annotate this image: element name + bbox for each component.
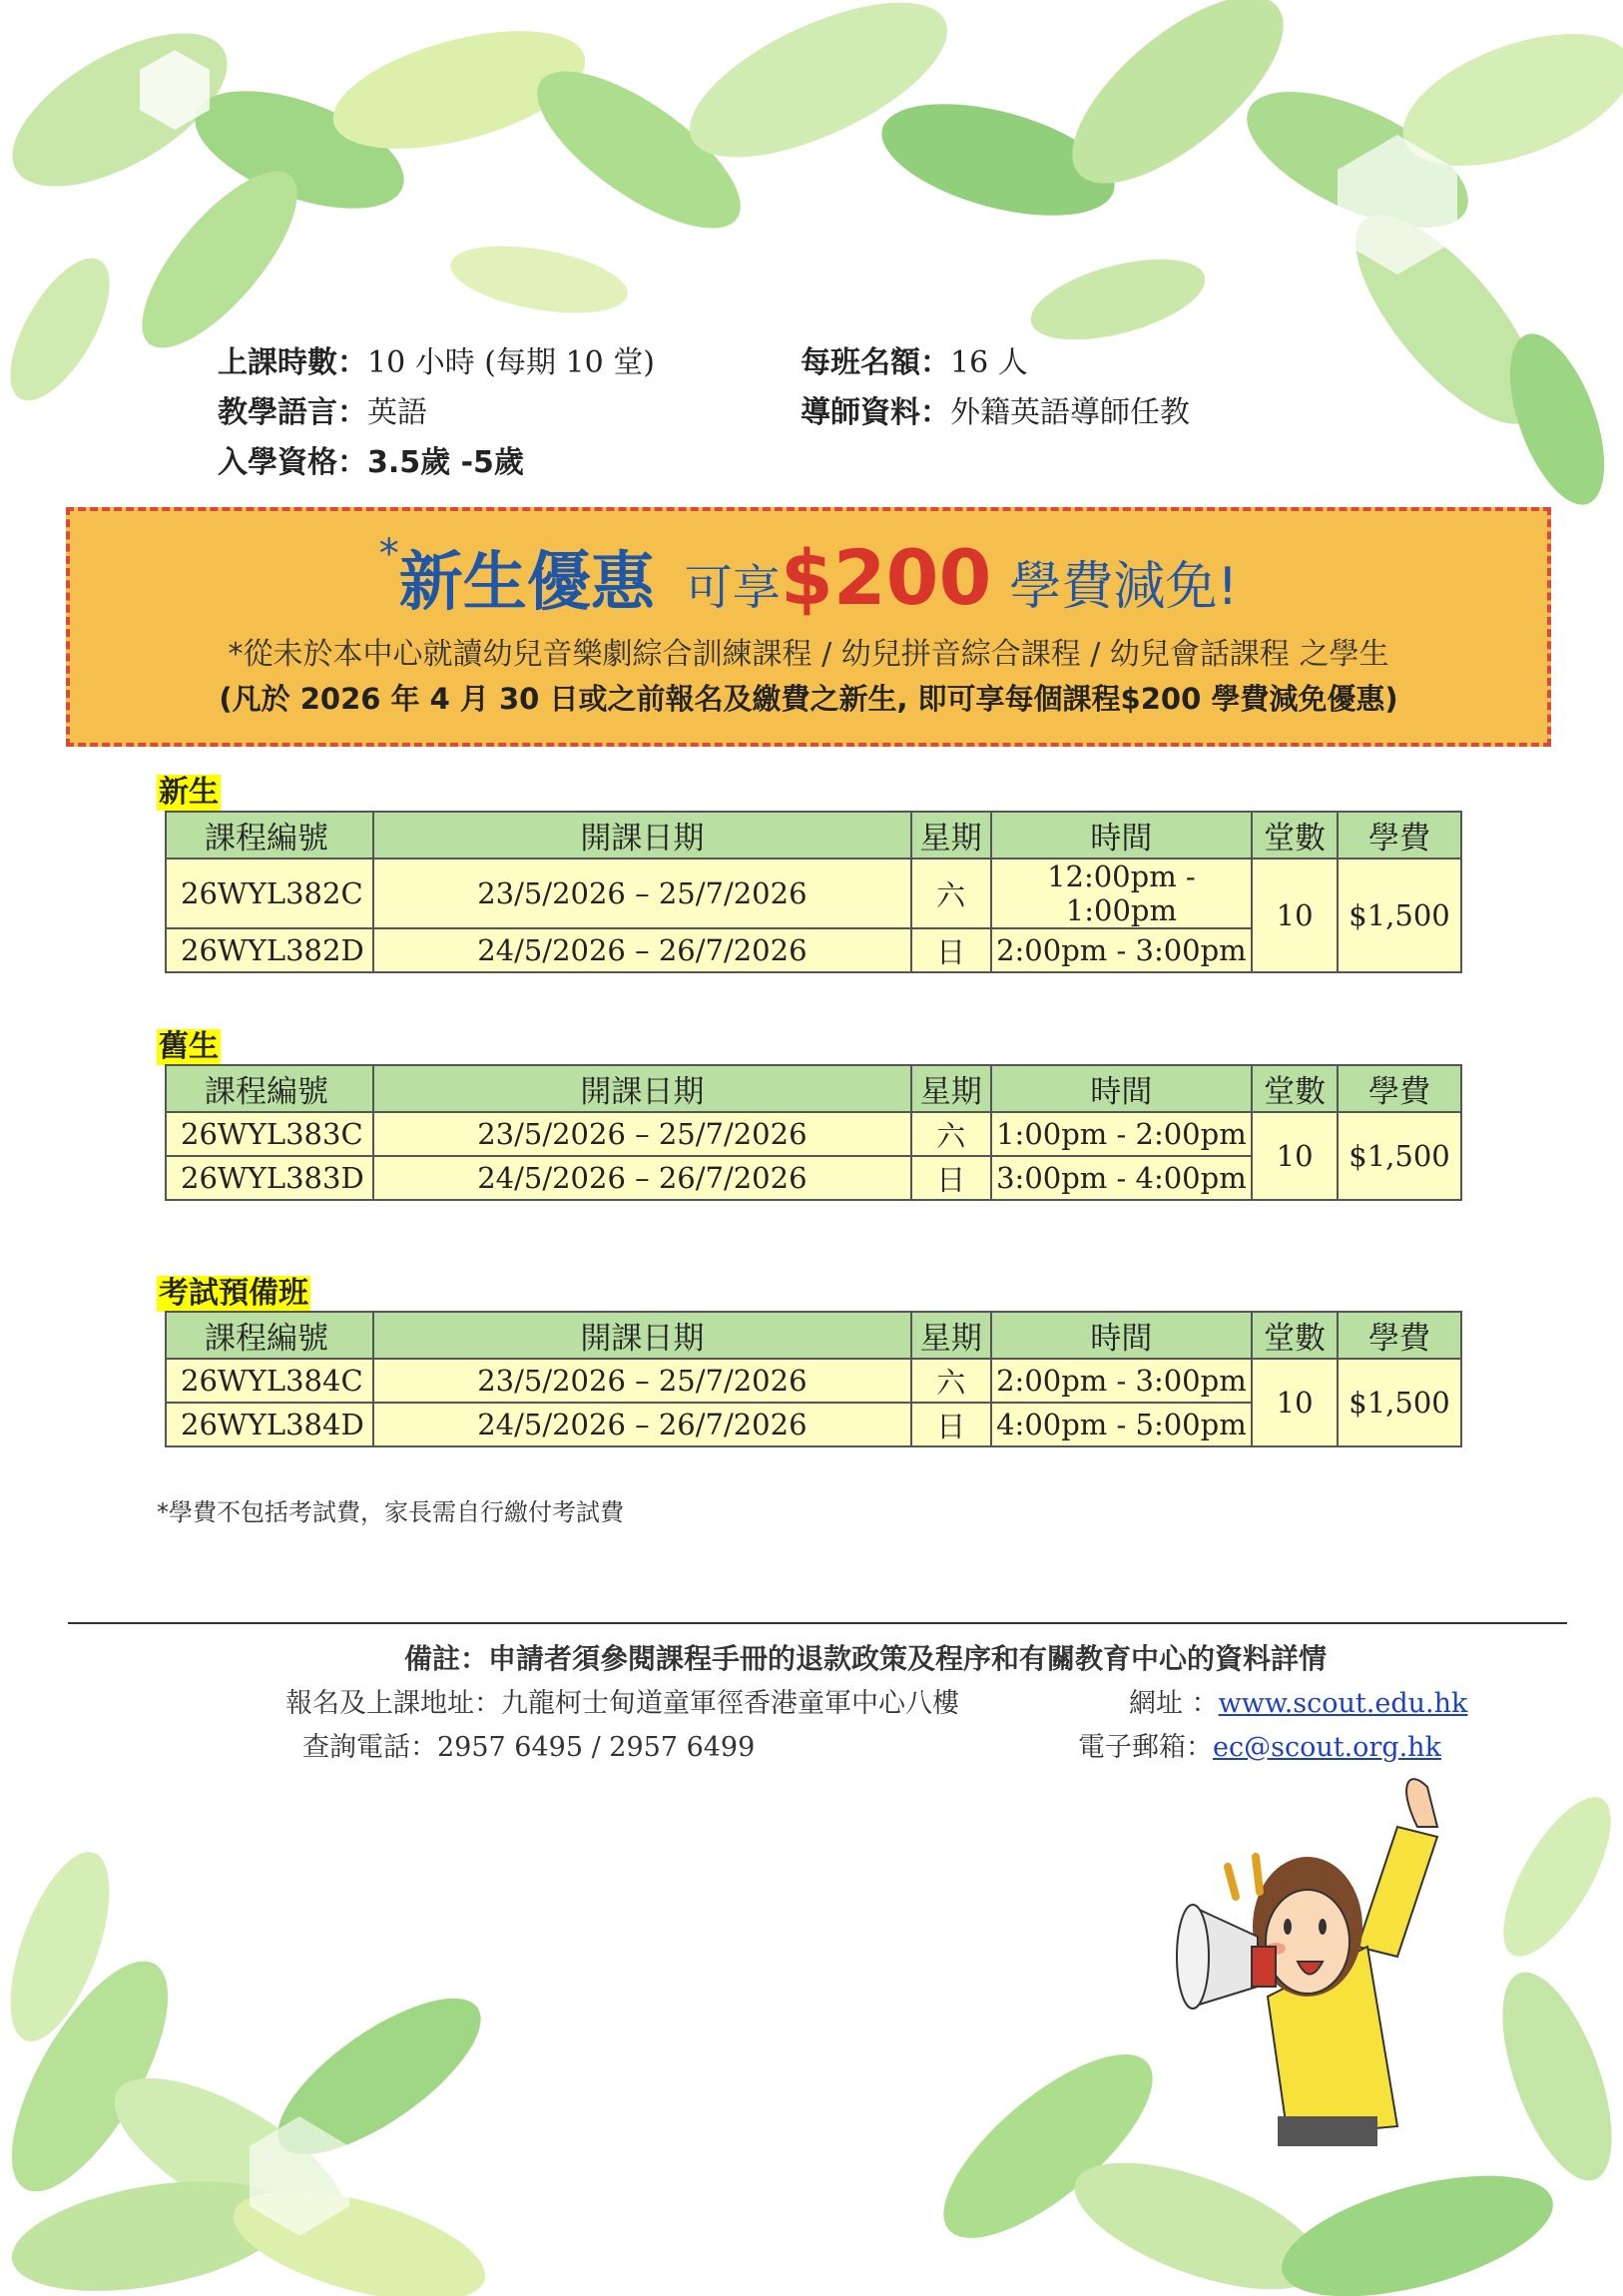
course-weekday: 六 — [911, 1359, 991, 1403]
course-time: 1:00pm - 2:00pm — [991, 1112, 1253, 1156]
course-fee: $1,500 — [1338, 1112, 1461, 1200]
course-date: 24/5/2026 – 26/7/2026 — [373, 928, 911, 972]
promo-star: * — [378, 531, 399, 577]
promo-enjoy: 可享 — [684, 560, 781, 616]
course-table-exam-prep — [165, 1311, 1462, 1447]
language-value: 英語 — [367, 395, 427, 430]
course-code: 26WYL383D — [166, 1156, 373, 1200]
header-lessons: 堂數 — [1252, 812, 1338, 859]
header-lessons: 堂數 — [1252, 1312, 1338, 1359]
promo-headline — [70, 531, 1547, 623]
header-fee: 學費 — [1338, 812, 1461, 859]
footer-email — [1078, 1725, 1441, 1764]
table-row — [166, 859, 1461, 928]
class-size-info — [801, 337, 1028, 381]
address-value: 九龍柯士甸道童軍徑香港童軍中心八樓 — [501, 1688, 959, 1719]
course-fee: $1,500 — [1338, 859, 1461, 972]
header-weekday: 星期 — [911, 1065, 991, 1112]
address-label: 報名及上課地址： — [285, 1688, 501, 1719]
course-weekday: 日 — [911, 928, 991, 972]
section-label-exam-prep: 考試預備班 — [159, 1276, 308, 1311]
course-lessons: 10 — [1252, 1359, 1338, 1446]
course-code: 26WYL383C — [166, 1112, 373, 1156]
footer-remark: 備註：申請者須參閱課程手冊的退款政策及程序和有關教育中心的資料詳情 — [404, 1642, 1328, 1675]
tutor-label: 導師資料： — [801, 395, 950, 430]
course-code: 26WYL384C — [166, 1359, 373, 1403]
phone-value: 2957 6495 / 2957 6499 — [437, 1732, 756, 1763]
course-date: 24/5/2026 – 26/7/2026 — [373, 1156, 911, 1200]
promo-condition: (凡於 2026 年 4 月 30 日或之前報名及繳費之新生, 即可享每個課程$200 學費減免優惠) — [219, 682, 1398, 716]
hours-info — [218, 337, 655, 381]
course-weekday: 日 — [911, 1156, 991, 1200]
course-lessons: 10 — [1252, 859, 1338, 972]
header-time: 時間 — [991, 812, 1253, 859]
course-code: 26WYL384D — [166, 1403, 373, 1446]
course-time: 12:00pm - 1:00pm — [991, 859, 1253, 928]
table-header-row — [166, 1065, 1461, 1112]
promo-title: 新生優惠 — [398, 546, 655, 620]
course-weekday: 日 — [911, 1403, 991, 1446]
header-code: 課程編號 — [166, 1312, 373, 1359]
hours-label: 上課時數： — [218, 345, 367, 380]
header-weekday: 星期 — [911, 812, 991, 859]
table-header-row — [166, 1312, 1461, 1359]
section-label-returning: 舊生 — [159, 1029, 219, 1064]
tutor-value: 外籍英語導師任教 — [950, 395, 1190, 430]
header-code: 課程編號 — [166, 812, 373, 859]
eligibility-info — [218, 437, 524, 481]
course-weekday: 六 — [911, 859, 991, 928]
header-fee: 學費 — [1338, 1312, 1461, 1359]
course-code: 26WYL382C — [166, 859, 373, 928]
language-label: 教學語言： — [218, 395, 367, 430]
eligibility-label: 入學資格： — [218, 445, 367, 480]
table-row — [166, 1359, 1461, 1403]
header-date: 開課日期 — [373, 1065, 911, 1112]
course-code: 26WYL382D — [166, 928, 373, 972]
header-date: 開課日期 — [373, 812, 911, 859]
eligibility-value: 3.5歲 -5歲 — [367, 445, 524, 480]
course-fee: $1,500 — [1338, 1359, 1461, 1446]
course-date: 24/5/2026 – 26/7/2026 — [373, 1403, 911, 1446]
promo-banner — [66, 507, 1551, 747]
web-label: 網址 ： — [1129, 1688, 1219, 1719]
header-weekday: 星期 — [911, 1312, 991, 1359]
course-time: 2:00pm - 3:00pm — [991, 1359, 1253, 1403]
course-date: 23/5/2026 – 25/7/2026 — [373, 859, 911, 928]
course-lessons: 10 — [1252, 1112, 1338, 1200]
class-size-label: 每班名額： — [801, 345, 950, 380]
girl-megaphone-illustration — [1177, 1779, 1437, 2146]
email-label: 電子郵箱： — [1078, 1732, 1213, 1763]
promo-subtitle: *從未於本中心就讀幼兒音樂劇綜合訓練課程 / 幼兒拼音綜合課程 / 幼兒會話課程 之學生 — [228, 637, 1389, 672]
footer-address — [285, 1681, 959, 1720]
course-time: 2:00pm - 3:00pm — [991, 928, 1253, 972]
header-time: 時間 — [991, 1065, 1253, 1112]
header-code: 課程編號 — [166, 1065, 373, 1112]
class-size-value: 16 人 — [950, 345, 1028, 380]
phone-label: 查詢電話： — [302, 1732, 437, 1763]
header-time: 時間 — [991, 1312, 1253, 1359]
footer-website — [1129, 1681, 1467, 1720]
email-link[interactable]: ec@scout.org.hk — [1213, 1732, 1441, 1763]
exam-fee-note: *學費不包括考試費，家長需自行繳付考試費 — [157, 1498, 624, 1526]
course-weekday: 六 — [911, 1112, 991, 1156]
promo-waiver: 學費減免! — [1009, 557, 1239, 617]
course-table-returning — [165, 1064, 1462, 1201]
language-info — [218, 387, 427, 431]
header-fee: 學費 — [1338, 1065, 1461, 1112]
course-date: 23/5/2026 – 25/7/2026 — [373, 1112, 911, 1156]
table-row — [166, 1112, 1461, 1156]
footer-phone — [302, 1725, 755, 1764]
promo-amount: $200 — [780, 533, 992, 622]
course-table-new — [165, 811, 1462, 973]
header-lessons: 堂數 — [1252, 1065, 1338, 1112]
hours-value: 10 小時 (每期 10 堂) — [367, 345, 655, 380]
website-link[interactable]: www.scout.edu.hk — [1218, 1688, 1468, 1719]
header-date: 開課日期 — [373, 1312, 911, 1359]
course-time: 3:00pm - 4:00pm — [991, 1156, 1253, 1200]
course-time: 4:00pm - 5:00pm — [991, 1403, 1253, 1446]
course-date: 23/5/2026 – 25/7/2026 — [373, 1359, 911, 1403]
section-label-new: 新生 — [159, 775, 219, 810]
footer-divider — [68, 1622, 1567, 1624]
table-header-row — [166, 812, 1461, 859]
tutor-info — [801, 387, 1190, 431]
